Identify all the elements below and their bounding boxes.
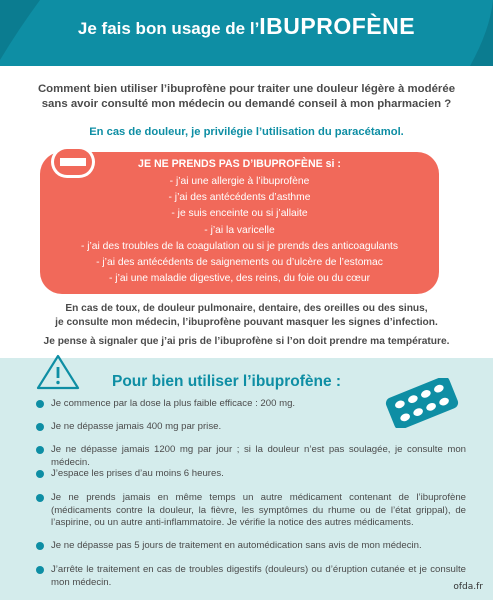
title-prefix: Je fais bon usage de l’ <box>77 19 260 38</box>
list-item: - j’ai la varicelle <box>204 224 275 236</box>
bullet-icon <box>36 446 44 454</box>
infection-note-line-1: En cas de toux, de douleur pulmonaire, dentaire, des oreilles ou des sinus, <box>65 303 428 314</box>
list-item <box>36 468 466 481</box>
infection-note-line-2: je consulte mon médecin, l’ibuprofène pouvant masquer les signes d’infection. <box>55 317 438 328</box>
list-item <box>36 398 466 411</box>
list-item-text: Je ne dépasse pas 5 jours de traitement en automédication sans avis de mon médecin. <box>51 540 422 551</box>
contraindications-list <box>40 174 439 287</box>
list-item <box>36 540 466 553</box>
bullet-icon <box>36 566 44 574</box>
bullet-icon <box>36 423 44 431</box>
list-item-text: Je ne prends jamais en même temps un autre médicament contenant de l’ibuprofène (médicaments contre la douleur, la fièvre, les symptômes du rhume ou de l’état grippal), de l’aspirine, ou un autre anti-inflammatoire. Je vérifie la notice des autres médicaments. <box>51 492 466 529</box>
list-item: - j’ai une allergie à l’ibuprofène <box>169 176 310 187</box>
list-item <box>36 421 466 434</box>
list-item-text: Je ne dépasse jamais 1200 mg par jour ; si la douleur n’est pas soulagée, je consulte mon médecin. <box>51 444 466 468</box>
intro-question-line-2: sans avoir consulté mon médecin ou demandé conseil à mon pharmacien ? <box>41 98 452 110</box>
intro-question <box>20 82 473 112</box>
bullet-icon <box>36 470 44 478</box>
list-item-text: Je commence par la dose la plus faible efficace : 200 mg. <box>51 398 296 409</box>
list-item <box>36 564 466 589</box>
list-item-text: J’espace les prises d’au moins 6 heures. <box>51 468 224 479</box>
usage-title: Pour bien utiliser l’ibuprofène : <box>112 373 342 390</box>
infection-note <box>20 302 473 330</box>
list-item: - j’ai une maladie digestive, des reins, du foie ou du cœur <box>109 273 370 285</box>
title-drug-name: IBUPROFÈNE <box>259 13 416 39</box>
page-title <box>0 13 493 40</box>
temperature-note: Je pense à signaler que j’ai pris de l’ibuprofène si l’on doit prendre ma température. <box>43 336 450 347</box>
warning-icon <box>36 354 80 390</box>
bullet-icon <box>36 542 44 550</box>
list-item: - j’ai des troubles de la coagulation ou si je prends des anticoagulants <box>80 240 399 252</box>
list-item <box>36 444 466 469</box>
list-item: - j’ai des antécédents d’asthme <box>168 192 311 204</box>
intro-question-line-1: Comment bien utiliser l’ibuprofène pour traiter une douleur légère à modérée <box>37 83 456 95</box>
list-item-text: J’arrête le traitement en cas de troubles digestifs (douleurs) ou d’éruption cutanée et je consulte mon médecin. <box>51 564 466 588</box>
bullet-icon <box>36 400 44 408</box>
source-credit: ofda.fr <box>453 582 483 592</box>
list-item-text: Je ne dépasse jamais 400 mg par prise. <box>51 421 222 432</box>
contraindications-title: JE NE PRENDS PAS D’IBUPROFÈNE si : <box>138 158 341 170</box>
bullet-icon <box>36 494 44 502</box>
list-item <box>36 492 466 530</box>
header-banner <box>0 0 493 66</box>
list-item: - je suis enceinte ou si j’allaite <box>171 208 308 220</box>
list-item: - j’ai des antécédents de saignements ou d’ulcère de l’estomac <box>96 256 383 268</box>
paracetamol-advice: En cas de douleur, je privilégie l’utilisation du paracétamol. <box>89 126 404 138</box>
